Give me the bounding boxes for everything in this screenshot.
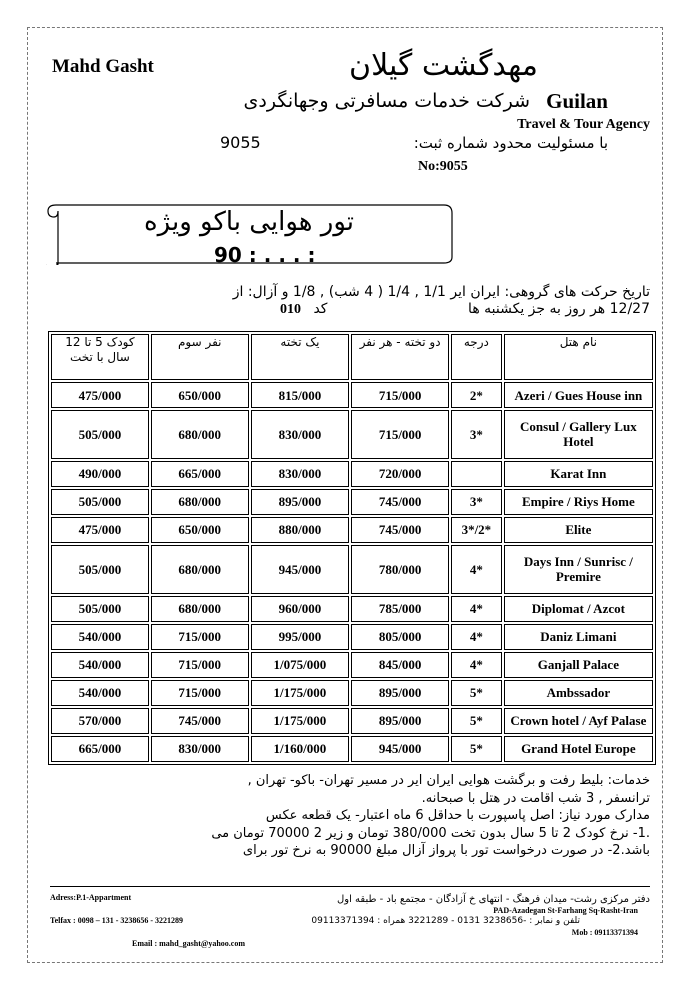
cell-single: 815/000 bbox=[251, 382, 350, 408]
header-hotel: نام هتل bbox=[504, 334, 653, 380]
rates-table bbox=[48, 331, 656, 765]
cell-grade bbox=[451, 461, 502, 487]
address-en: Adress:P.1-Appartment bbox=[50, 893, 132, 902]
cell-hotel: Daniz Limani bbox=[504, 624, 653, 650]
cell-third: 680/000 bbox=[151, 410, 249, 459]
table-row bbox=[51, 489, 653, 515]
cell-single: 830/000 bbox=[251, 410, 350, 459]
cell-double: 845/000 bbox=[351, 652, 449, 678]
cell-third: 680/000 bbox=[151, 489, 249, 515]
cell-third: 680/000 bbox=[151, 596, 249, 622]
cell-single: 830/000 bbox=[251, 461, 350, 487]
cell-child: 540/000 bbox=[51, 652, 149, 678]
footer-divider bbox=[50, 886, 650, 887]
address-en-2: PAD-Azadegan St-Farhang Sq-Rasht-Iran bbox=[493, 906, 638, 915]
cell-third: 650/000 bbox=[151, 382, 249, 408]
cell-third: 715/000 bbox=[151, 652, 249, 678]
tour-code-value: 010 bbox=[280, 302, 301, 317]
cell-child: 505/000 bbox=[51, 410, 149, 459]
table-body bbox=[51, 382, 653, 762]
header-double: دو تخته - هر نفر bbox=[351, 334, 449, 380]
cell-single: 995/000 bbox=[251, 624, 350, 650]
departure-line-1: تاریخ حرکت های گروهی: ایران ایر 1/1 , 1/4 ( 4 شب) , 1/8 و آزال: از bbox=[232, 284, 650, 300]
phones-fa: تلفن و نمابر : -3238656 0131 - 3221289 همراه : 09113371394 bbox=[311, 916, 580, 926]
cell-double: 715/000 bbox=[351, 410, 449, 459]
cell-hotel: Azeri / Gues House inn bbox=[504, 382, 653, 408]
cell-single: 945/000 bbox=[251, 545, 350, 594]
cell-hotel: Ganjall Palace bbox=[504, 652, 653, 678]
cell-double: 785/000 bbox=[351, 596, 449, 622]
cell-hotel: Diplomat / Azcot bbox=[504, 596, 653, 622]
cell-double: 895/000 bbox=[351, 708, 449, 734]
liability-text: با مسئولیت محدود شماره ثبت: bbox=[413, 134, 608, 152]
cell-child: 540/000 bbox=[51, 624, 149, 650]
address-fa: دفتر مرکزی رشت- میدان فرهنگ - انتهای خ آزادگان - مجتمع باد - طبقه اول bbox=[337, 894, 650, 905]
cell-third: 745/000 bbox=[151, 708, 249, 734]
notes-line-3: مدارک مورد نیاز: اصل پاسپورت با حداقل 6 ماه اعتبار- یک قطعه عکس bbox=[265, 808, 650, 824]
brand-name-en: Mahd Gasht bbox=[52, 56, 154, 77]
tour-banner bbox=[44, 199, 454, 265]
table-row bbox=[51, 382, 653, 408]
cell-single: 880/000 bbox=[251, 517, 350, 543]
telfax: Telfax : 0098 – 131 - 3238656 - 3221289 bbox=[50, 916, 184, 925]
cell-double: 780/000 bbox=[351, 545, 449, 594]
banner-subtitle: 90 : . . . : bbox=[214, 243, 316, 267]
cell-double: 745/000 bbox=[351, 489, 449, 515]
cell-single: 1/175/000 bbox=[251, 708, 350, 734]
table-row bbox=[51, 708, 653, 734]
header-child: کودک 5 تا 12 سال با تخت bbox=[51, 334, 149, 380]
cell-grade: 4* bbox=[451, 624, 502, 650]
cell-single: 1/175/000 bbox=[251, 680, 350, 706]
banner-title: تور هوایی باکو ویژه bbox=[143, 207, 355, 237]
cell-grade: 2* bbox=[451, 382, 502, 408]
cell-grade: 3*/2* bbox=[451, 517, 502, 543]
tour-notes bbox=[40, 772, 650, 860]
cell-hotel: Grand Hotel Europe bbox=[504, 736, 653, 762]
cell-grade: 4* bbox=[451, 545, 502, 594]
cell-child: 475/000 bbox=[51, 517, 149, 543]
cell-double: 715/000 bbox=[351, 382, 449, 408]
cell-single: 960/000 bbox=[251, 596, 350, 622]
cell-single: 895/000 bbox=[251, 489, 350, 515]
table-header-row bbox=[51, 334, 653, 380]
cell-grade: 5* bbox=[451, 680, 502, 706]
cell-child: 665/000 bbox=[51, 736, 149, 762]
cell-hotel: Karat Inn bbox=[504, 461, 653, 487]
cell-hotel: Elite bbox=[504, 517, 653, 543]
cell-third: 665/000 bbox=[151, 461, 249, 487]
cell-child: 490/000 bbox=[51, 461, 149, 487]
table-row bbox=[51, 736, 653, 762]
cell-hotel: Empire / Riys Home bbox=[504, 489, 653, 515]
cell-double: 720/000 bbox=[351, 461, 449, 487]
cell-third: 830/000 bbox=[151, 736, 249, 762]
table-row bbox=[51, 517, 653, 543]
table-row bbox=[51, 545, 653, 594]
table-row bbox=[51, 624, 653, 650]
notes-line-5: باشد.2- در صورت درخواست تور با پرواز آزال مبلغ 90000 به نرخ تور برای bbox=[242, 843, 650, 859]
table-row bbox=[51, 680, 653, 706]
email: Email : mahd_gasht@yahoo.com bbox=[132, 939, 246, 948]
cell-third: 680/000 bbox=[151, 545, 249, 594]
cell-double: 805/000 bbox=[351, 624, 449, 650]
cell-grade: 5* bbox=[451, 736, 502, 762]
cell-grade: 5* bbox=[451, 708, 502, 734]
cell-child: 540/000 bbox=[51, 680, 149, 706]
cell-double: 945/000 bbox=[351, 736, 449, 762]
cell-child: 475/000 bbox=[51, 382, 149, 408]
cell-grade: 4* bbox=[451, 596, 502, 622]
cell-hotel: Consul / Gallery Lux Hotel bbox=[504, 410, 653, 459]
cell-third: 650/000 bbox=[151, 517, 249, 543]
cell-single: 1/075/000 bbox=[251, 652, 350, 678]
cell-single: 1/160/000 bbox=[251, 736, 350, 762]
number-label: No:9055 bbox=[418, 159, 468, 174]
notes-line-1: خدمات: بلیط رفت و برگشت هوایی ایران ایر در مسیر تهران- باکو- تهران , bbox=[247, 773, 650, 788]
table-row bbox=[51, 596, 653, 622]
cell-child: 570/000 bbox=[51, 708, 149, 734]
cell-child: 505/000 bbox=[51, 489, 149, 515]
cell-child: 505/000 bbox=[51, 596, 149, 622]
cell-child: 505/000 bbox=[51, 545, 149, 594]
brand-name-fa: مهدگشت گیلان bbox=[349, 48, 538, 83]
cell-double: 745/000 bbox=[351, 517, 449, 543]
cell-hotel: Ambssador bbox=[504, 680, 653, 706]
cell-hotel: Days Inn / Sunrisc / Premire bbox=[504, 545, 653, 594]
table-row bbox=[51, 410, 653, 459]
cell-third: 715/000 bbox=[151, 624, 249, 650]
header-third: نفر سوم bbox=[151, 334, 249, 380]
tour-code bbox=[280, 301, 327, 318]
agency-label: Travel & Tour Agency bbox=[517, 117, 650, 132]
header-grade: درجه bbox=[451, 334, 502, 380]
header-single: یک تخته bbox=[251, 334, 350, 380]
cell-double: 895/000 bbox=[351, 680, 449, 706]
cell-grade: 3* bbox=[451, 489, 502, 515]
mobile: Mob : 09113371394 bbox=[571, 928, 638, 937]
departure-line-2: 12/27 هر روز به جز یکشنبه ها bbox=[468, 301, 650, 317]
cell-third: 715/000 bbox=[151, 680, 249, 706]
registration-number: 9055 bbox=[220, 133, 261, 152]
tour-code-label: کد bbox=[313, 301, 328, 317]
cell-hotel: Crown hotel / Ayf Palase bbox=[504, 708, 653, 734]
table-row bbox=[51, 461, 653, 487]
cell-grade: 4* bbox=[451, 652, 502, 678]
table-row bbox=[51, 652, 653, 678]
guilan-label: Guilan bbox=[546, 89, 608, 113]
cell-grade: 3* bbox=[451, 410, 502, 459]
notes-line-4: .1- نرخ کودک 2 تا 5 سال بدون تخت 380/000 تومان و زیر 2 70000 تومان می bbox=[211, 825, 650, 841]
notes-line-2: ترانسفر , 3 شب اقامت در هتل با صبحانه. bbox=[421, 790, 650, 806]
company-name-fa: شرکت خدمات مسافرتی وجهانگردی bbox=[243, 90, 530, 112]
